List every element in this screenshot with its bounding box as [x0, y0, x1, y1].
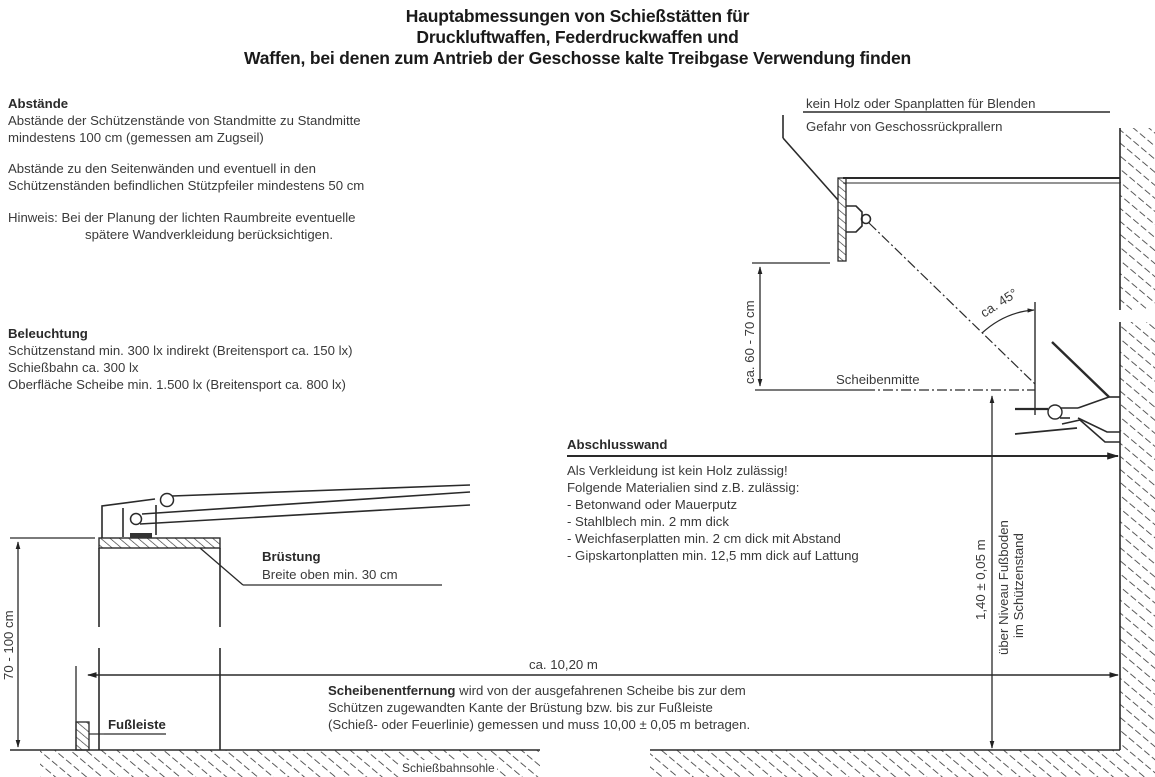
- beleuchtung-line2: Schießbahn ca. 300 lx: [8, 360, 139, 375]
- height-dim-desc1: über Niveau Fußboden: [996, 520, 1011, 655]
- fussleiste-shape: [76, 666, 166, 750]
- abstaende-p1-line1: Abstände der Schützenstände von Standmitte zu Standmitte: [8, 113, 361, 128]
- distance-line1-rest: wird von der ausgefahrenen Scheibe bis zur dem: [455, 683, 746, 698]
- abstaende-p1-line2: mindestens 100 cm (gemessen am Zugseil): [8, 130, 264, 145]
- blenden-line2: Gefahr von Geschossrückprallern: [806, 119, 1003, 134]
- abstaende-heading: Abstände: [8, 96, 69, 111]
- abschlusswand-item: - Stahlblech min. 2 mm dick: [567, 514, 729, 529]
- distance-label: ca. 10,20 m: [529, 657, 598, 672]
- height-dim-value: 1,40 ± 0,05 m: [973, 539, 988, 620]
- floor-label: Schießbahnsohle: [402, 761, 495, 775]
- distance-line2: Schützen zugewandten Kante der Brüstung bzw. bis zur Fußleiste: [328, 700, 713, 715]
- abschlusswand-heading: Abschlusswand: [567, 437, 668, 452]
- abschlusswand-line1: Als Verkleidung ist kein Holz zulässig!: [567, 463, 788, 478]
- fussleiste-label: Fußleiste: [108, 717, 166, 732]
- abschlusswand-item: - Gipskartonplatten min. 12,5 mm dick auf Lattung: [567, 548, 859, 563]
- beleuchtung-line3: Oberfläche Scheibe min. 1.500 lx (Breitensport ca. 800 lx): [8, 377, 346, 392]
- range-floor: [10, 750, 1120, 777]
- abschlusswand-line2: Folgende Materialien sind z.B. zulässig:: [567, 480, 800, 495]
- distance-line3: (Schieß- oder Feuerlinie) gemessen und muss 10,00 ± 0,05 m betragen.: [328, 717, 751, 732]
- height-dim-desc2: im Schützenstand: [1011, 533, 1026, 638]
- abstaende-p2-line2: Schützenständen befindlichen Stützpfeiler mindestens 50 cm: [8, 178, 365, 193]
- blenden-line1: kein Holz oder Spanplatten für Blenden: [806, 96, 1036, 111]
- title-line-1: Hauptabmessungen von Schießstätten für: [405, 6, 750, 26]
- distance-line1: [328, 682, 746, 699]
- title-line-3: Waffen, bei denen zum Antrieb der Geschosse kalte Treibgase Verwendung finden: [244, 48, 911, 68]
- abschlusswand-item: - Weichfaserplatten min. 2 cm dick mit Abstand: [567, 531, 841, 546]
- beleuchtung-line1: Schützenstand min. 300 lx indirekt (Breitensport ca. 150 lx): [8, 343, 353, 358]
- abstaende-hint-line1: Hinweis: Bei der Planung der lichten Raumbreite eventuelle: [8, 210, 356, 225]
- target-carrier: [1015, 342, 1120, 442]
- abstaende-hint-line2: spätere Wandverkleidung berücksichtigen.: [85, 227, 334, 242]
- abstaende-p2-line1: Abstände zu den Seitenwänden und eventuell in den: [8, 161, 316, 176]
- beleuchtung-heading: Beleuchtung: [8, 326, 88, 341]
- title-line-2: Druckluftwaffen, Federdruckwaffen und: [416, 27, 739, 47]
- target-conveyor: [102, 485, 470, 538]
- bruestung-height-label: 70 - 100 cm: [1, 610, 16, 680]
- bruestung-heading: Brüstung: [262, 549, 321, 564]
- angle-label: ca. 45°: [977, 285, 1021, 321]
- distance-bold: Scheibenentfernung: [328, 683, 456, 698]
- target-height-label: ca. 60 - 70 cm: [742, 300, 757, 384]
- back-wall-upper: [1120, 128, 1155, 310]
- bruestung-desc: Breite oben min. 30 cm: [262, 567, 398, 582]
- back-wall-lower: [1120, 322, 1155, 777]
- scheibenmitte-label: Scheibenmitte: [836, 372, 920, 387]
- abschlusswand-item: - Betonwand oder Mauerputz: [567, 497, 738, 512]
